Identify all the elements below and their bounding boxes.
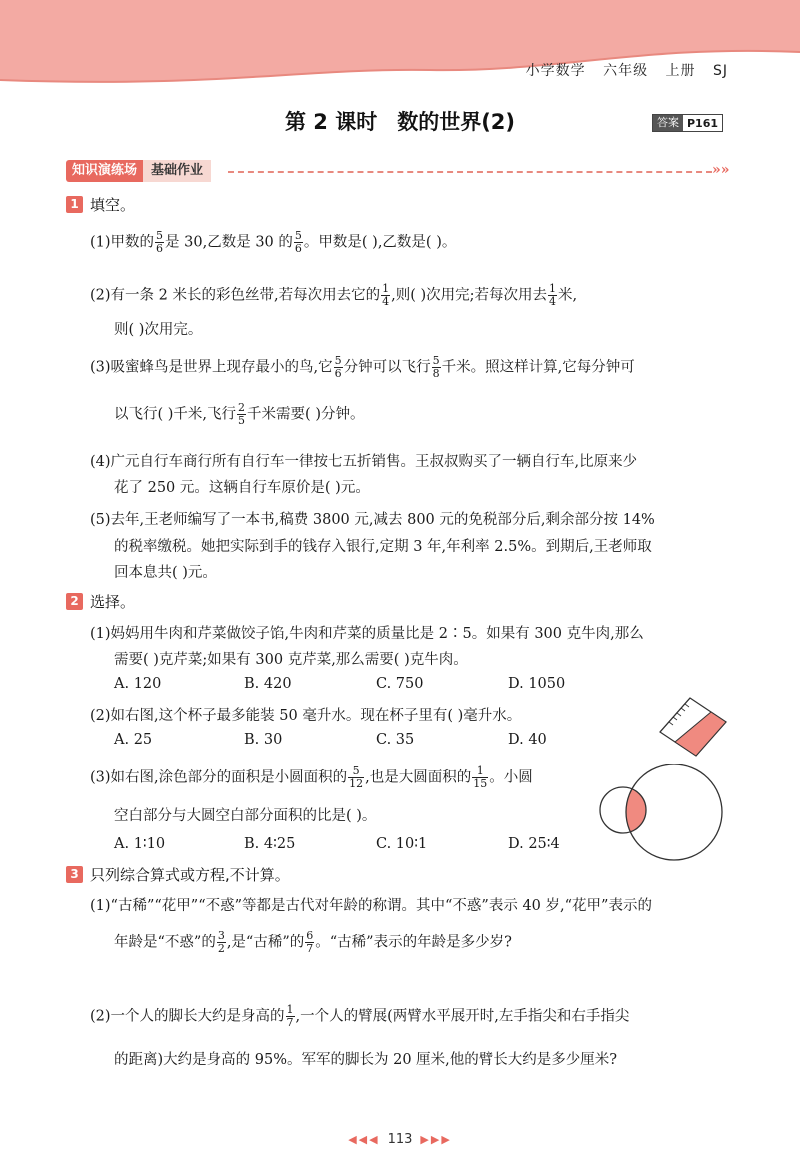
lesson-name: 数的世界(2)	[397, 110, 516, 134]
fraction: $\frac{5}{6}$	[334, 354, 342, 380]
question-number-3: 3	[66, 866, 83, 883]
q2-2-option-b[interactable]: B. 30	[244, 732, 283, 748]
section-arrows: »»	[712, 162, 730, 178]
header-info	[514, 60, 728, 80]
q1-part4-line1: (4)广元自行车商行所有自行车一律按七五折销售。王叔叔购买了一辆自行车,比原来少	[90, 454, 638, 470]
section-divider	[228, 171, 712, 173]
q1-part1: (1)甲数的 $\frac{5}{6}$ 是 30,乙数是 30 的 $\frac{5}{6}$ 。甲数是( ),乙数是( )。	[90, 229, 457, 255]
q2-1-option-b[interactable]: B. 420	[244, 676, 292, 692]
fraction: $\frac{1}{4}$	[382, 282, 390, 308]
header-grade: 六年级	[603, 63, 649, 79]
fraction: $\frac{5}{6}$	[156, 229, 164, 255]
page-footer	[0, 1132, 800, 1147]
q1-part5-line3: 回本息共( )元。	[114, 565, 217, 581]
circles-figure	[596, 764, 728, 864]
q1-part3-line1: (3)吸蜜蜂鸟是世界上现存最小的鸟,它 $\frac{5}{6}$ 分钟可以飞行 $\frac{5}{8}$ 千米。照这样计算,它每分钟可	[90, 354, 635, 380]
answer-reference	[652, 114, 723, 132]
header-edition: SJ	[712, 63, 728, 79]
q3-part1-line2: 年龄是“不惑”的 $\frac{3}{2}$ ,是“古稀”的 $\frac{6}{7}$ 。“古稀”表示的年龄是多少岁?	[114, 929, 512, 955]
fraction: $\frac{5}{6}$	[294, 229, 302, 255]
q2-3-option-d[interactable]: D. 25∶4	[508, 836, 560, 852]
question-1-heading: 填空。	[90, 196, 136, 214]
prev-arrows-icon: ◀◀◀	[348, 1133, 380, 1146]
header-subject: 小学数学	[525, 63, 586, 79]
fraction: $\frac{1}{4}$	[549, 282, 557, 308]
q3-part1-line1: (1)“古稀”“花甲”“不惑”等都是古代对年龄的称谓。其中“不惑”表示 40 岁,“花甲”表示的	[90, 898, 652, 914]
fraction: $\frac{6}{7}$	[306, 929, 314, 955]
q2-3-option-c[interactable]: C. 10∶1	[376, 836, 428, 852]
answer-label: 答案	[653, 115, 683, 131]
q1-part3-line2: 以飞行( )千米,飞行 $\frac{2}{5}$ 千米需要( )分钟。	[114, 401, 365, 427]
header-volume: 上册	[665, 63, 696, 79]
question-number-2: 2	[66, 593, 83, 610]
section-header	[66, 160, 211, 182]
q2-3-option-a[interactable]: A. 1∶10	[114, 836, 166, 852]
fraction: $\frac{5}{8}$	[432, 354, 440, 380]
q2-1-option-d[interactable]: D. 1050	[508, 676, 566, 692]
q2-part3-line2: 空白部分与大圆空白部分面积的比是( )。	[114, 808, 377, 824]
fraction: $\frac{2}{5}$	[238, 401, 246, 427]
section-sublabel: 基础作业	[143, 160, 211, 182]
q2-2-option-c[interactable]: C. 35	[376, 732, 415, 748]
question-2-heading: 选择。	[90, 593, 136, 611]
section-label: 知识演练场	[66, 160, 143, 182]
fraction: $\frac{5}{12}$	[349, 764, 364, 790]
answer-page: P161	[687, 116, 719, 130]
q1-part2-line2: 则( )次用完。	[114, 322, 203, 338]
q1-part4-line2: 花了 250 元。这辆自行车原价是( )元。	[114, 480, 370, 496]
q2-part2-line1: (2)如右图,这个杯子最多能装 50 毫升水。现在杯子里有( )毫升水。	[90, 708, 522, 724]
q2-2-option-d[interactable]: D. 40	[508, 732, 547, 748]
header-banner	[0, 0, 800, 100]
fraction: $\frac{1}{7}$	[286, 1003, 294, 1029]
lesson-number: 第 2 课时	[284, 110, 378, 134]
q3-part2-line1: (2)一个人的脚长大约是身高的 $\frac{1}{7}$ ,一个人的臂展(两臂水平展开时,左手指尖和右手指尖	[90, 1003, 630, 1029]
q1-part5-line1: (5)去年,王老师编写了一本书,稿费 3800 元,减去 800 元的免税部分后,剩余部分按 14%	[90, 512, 655, 528]
question-number-1: 1	[66, 196, 83, 213]
q3-part2-line2: 的距离)大约是身高的 95%。军军的脚长为 20 厘米,他的臂长大约是多少厘米?	[114, 1052, 618, 1068]
q2-3-option-b[interactable]: B. 4∶25	[244, 836, 296, 852]
q2-1-option-a[interactable]: A. 120	[114, 676, 162, 692]
q1-part5-line2: 的税率缴税。她把实际到手的钱存入银行,定期 3 年,年利率 2.5%。到期后,王老师取	[114, 539, 652, 555]
next-arrows-icon: ▶▶▶	[420, 1133, 452, 1146]
q2-part3-line1: (3)如右图,涂色部分的面积是小圆面积的 $\frac{5}{12}$ ,也是大圆面积的 $\frac{1}{15}$ 。小圆	[90, 764, 533, 790]
q2-part1-line1: (1)妈妈用牛肉和芹菜做饺子馅,牛肉和芹菜的质量比是 2∶5。如果有 300 克牛肉,那么	[90, 626, 644, 642]
fraction: $\frac{1}{15}$	[473, 764, 488, 790]
q2-2-option-a[interactable]: A. 25	[114, 732, 153, 748]
question-3-heading: 只列综合算式或方程,不计算。	[90, 866, 290, 884]
cup-figure	[656, 696, 732, 762]
page-number: 113	[387, 1132, 413, 1147]
q2-part1-line2: 需要( )克芹菜;如果有 300 克芹菜,那么需要( )克牛肉。	[114, 652, 468, 668]
fraction: $\frac{3}{2}$	[217, 929, 225, 955]
q1-part2-line1: (2)有一条 2 米长的彩色丝带,若每次用去它的 $\frac{1}{4}$ ,则( )次用完;若每次用去 $\frac{1}{4}$ 米,	[90, 282, 578, 308]
q2-1-option-c[interactable]: C. 750	[376, 676, 424, 692]
